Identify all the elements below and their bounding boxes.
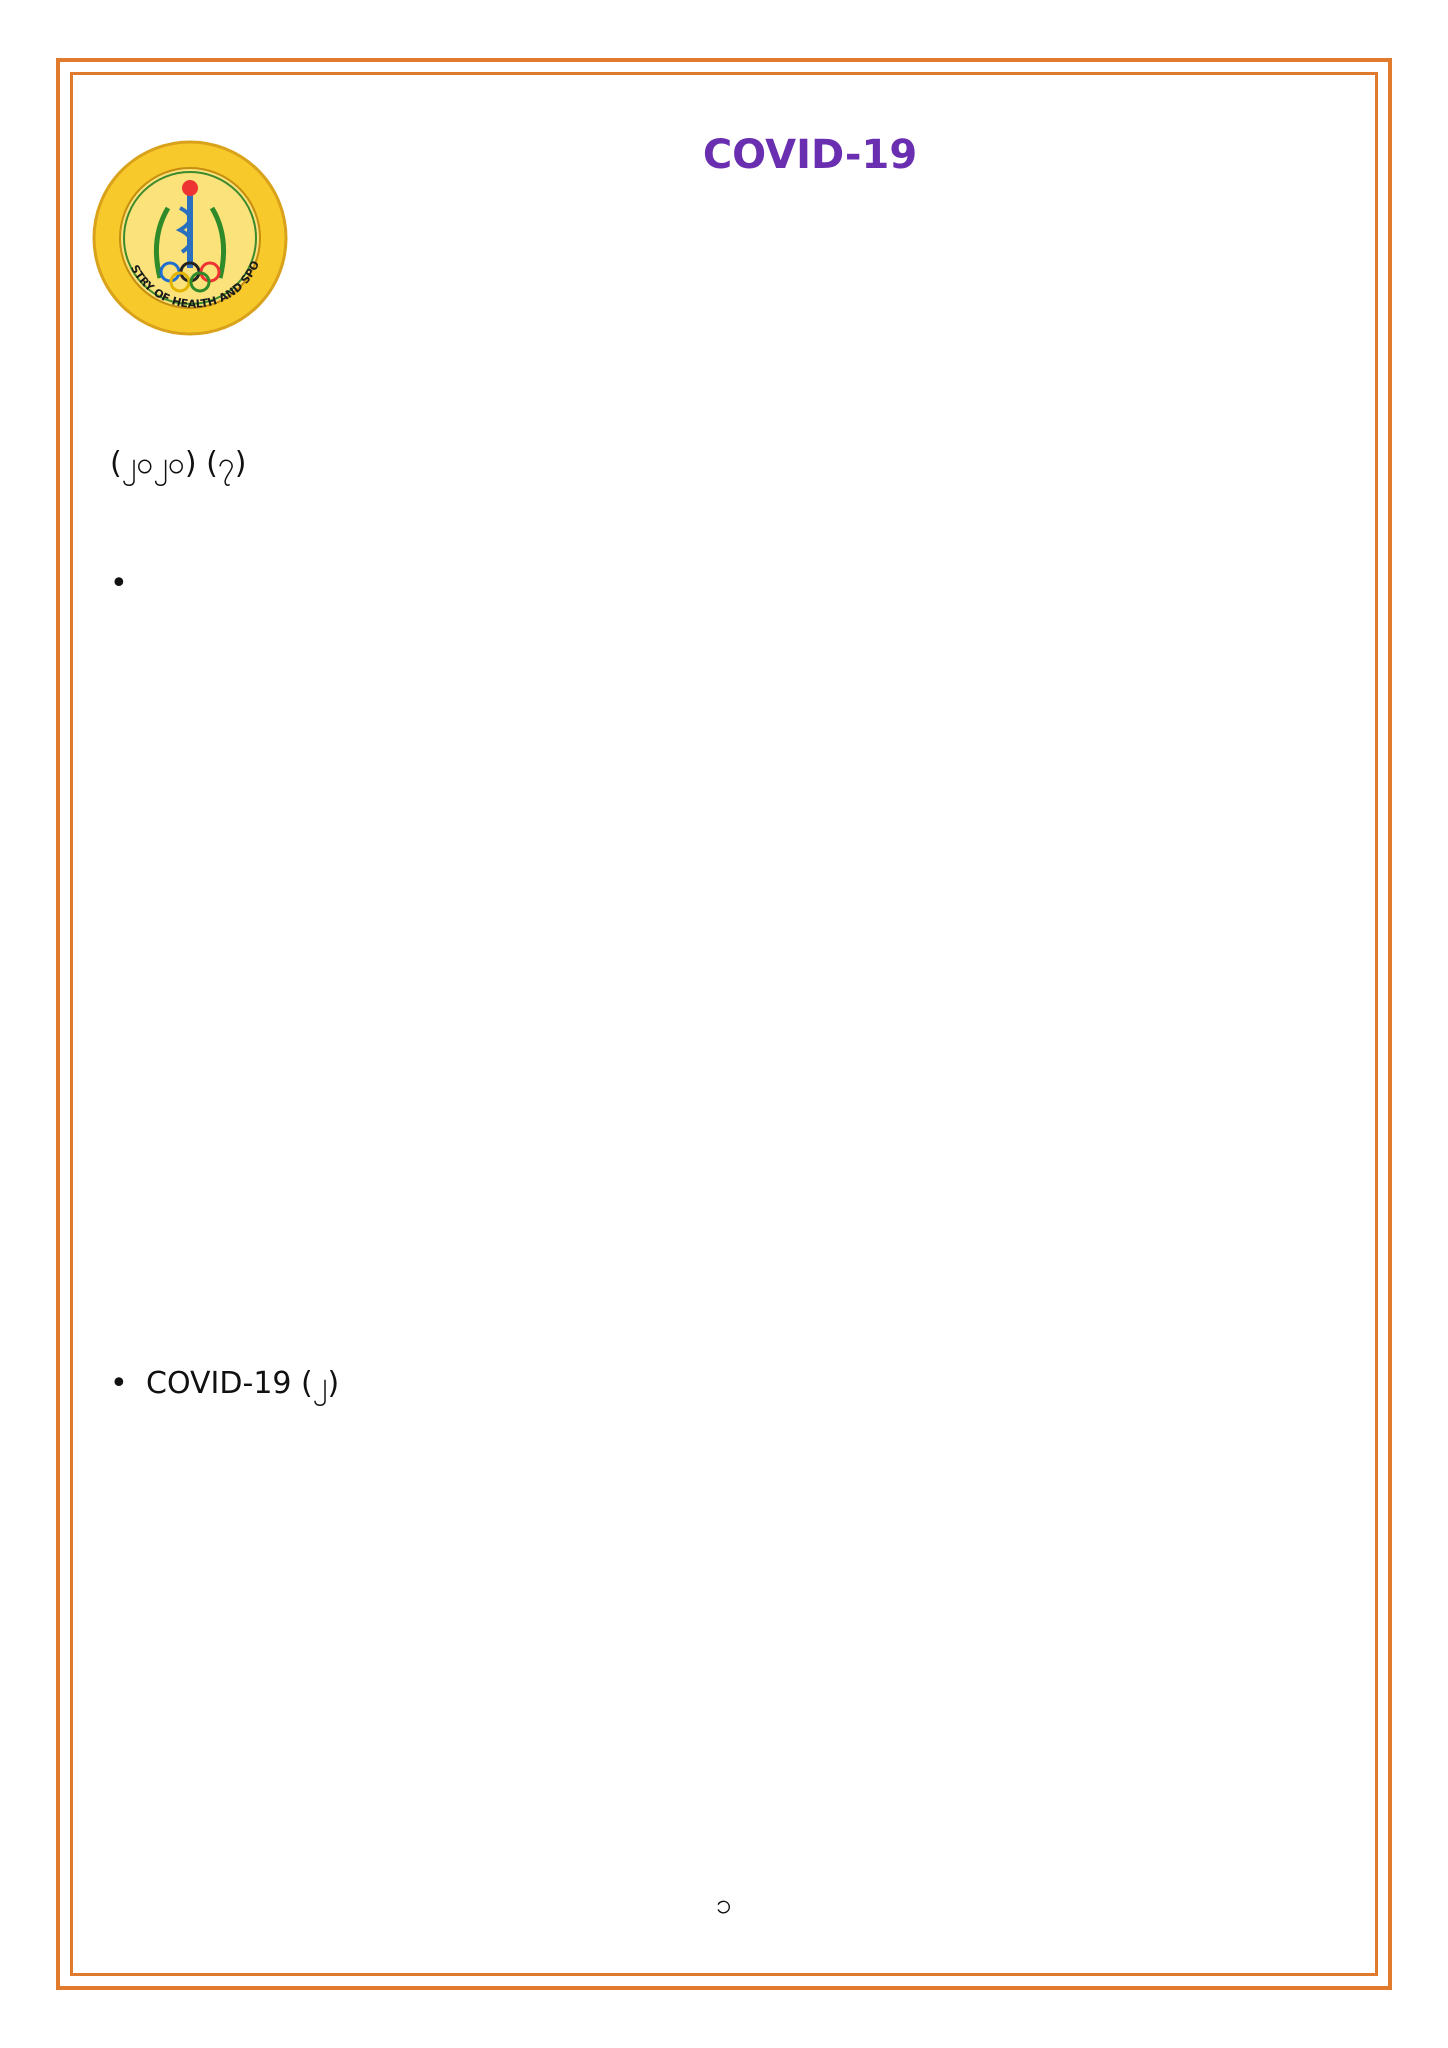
bullet-icon: • <box>110 566 128 601</box>
ministry-emblem-icon <box>90 138 290 338</box>
bullet-paragraph <box>110 1355 1340 1413</box>
title-line-3 <box>300 260 1320 330</box>
logo-caption: STRY OF HEALTH AND SPO <box>127 258 263 311</box>
bullet-icon: • <box>110 1366 128 1401</box>
ministry-emblem-logo <box>90 138 290 338</box>
document-title <box>300 120 1320 330</box>
paragraph-text: COVID-19 (၂) <box>146 1366 340 1401</box>
date-line: (၂၀၂၀) (၇) <box>110 446 247 481</box>
title-line-1: COVID-19 <box>702 132 918 178</box>
title-line-2 <box>300 190 1320 260</box>
page-number: ၁ <box>716 1887 732 1920</box>
page-border-inner <box>70 72 1378 1976</box>
